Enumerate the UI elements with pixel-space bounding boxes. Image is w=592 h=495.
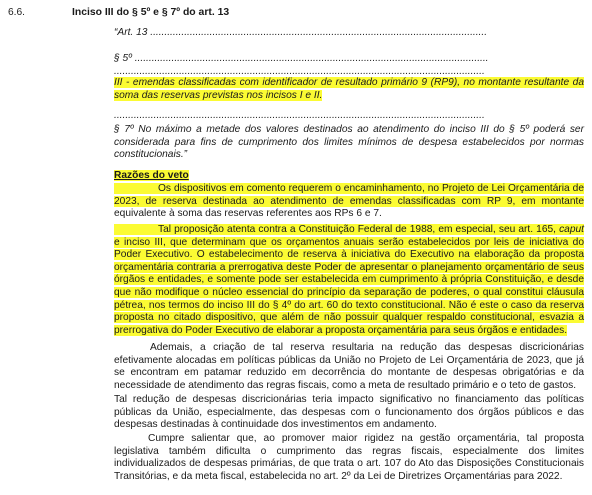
section-title: Inciso III do § 5º e § 7º do art. 13 [72,7,230,18]
quote-inciso-iii [114,77,584,102]
quote-par5-block [114,53,584,78]
reasons-p2-b: e inciso III, que determinam que os orçamentos anuais serão estabelecidos por leis de iniciativa do Poder Executivo. O estabelecimento de reserva à iniciativa do Executivo na elaboração da proposta orçamentária contraria a prerrogativa deste Poder de apresentar o planejamento orçamentário de seus órgãos e entidades, e somente pode ser estabelecida em cumprimento à própria Constituição, e desde que não modifique o núcleo essencial do princípio da separação de poderes, o qual constitui cláusula pétrea, nos termos do inciso III do § 4º do art. 60 do texto constitucional. Não é este o caso da reserva proposta no citado dispositivo, que além de não possuir qualquer respaldo constitucional, esvazia a prerrogativa do Poder Executivo de elaborar a proposta orçamentária para seus órgãos e entidades. [114,236,584,336]
reasons-p3-text: Ademais, a criação de tal reserva resultaria na redução das despesas discricionárias efetivamente alocadas em políticas públicas da União no Projeto de Lei Orçamentária de 2023, que já se encontram em patamar reduzido em decorrência do montante de despesas obrigatórias e da necessidade de atendimento das regras fiscais, como a meta de resultado primário e o teto de gastos. [114,342,584,391]
reasons-heading: Razões do veto [114,170,189,181]
reasons-paragraph-2 [114,224,584,337]
quote-ellipsis-line-2: ................................................................................................................................... [114,110,485,121]
section-number: 6.6. [8,7,25,18]
reasons-paragraph-1 [114,183,584,221]
section-header [8,7,584,20]
reasons-p1-rest: equivalente à soma das reservas referentes aos RPs 6 e 7. [114,208,382,220]
reasons-paragraph-4: Tal redução de despesas discricionárias teria impacto significativo no financiamento das políticas públicas da União, especialmente, das despesas com o funcionamento dos órgãos públicos e das despesas destinadas à continuidade dos investimentos em andamento. [114,394,584,431]
reasons-p1-highlighted: Os dispositivos em comento requerem o encaminhamento, no Projeto de Lei Orçamentária de 2023, de reserva destinada ao atendimento de emendas classificadas com RP 9, em montante [114,183,584,207]
inciso-iii-text: III - emendas classificadas com identificador de resultado primário 9 (RP9), no montante resultante da soma das reservas previstas nos incisos I e II. [114,77,584,101]
quote-ellipsis-line: ................................................................................................................................... [114,65,485,77]
quote-par7: § 7º No máximo a metade dos valores destinados ao atendimento do inciso III do § 5º poderá ser considerada para fins de cumprimento dos limites mínimos de despesa estabelecidos por normas constitucionais.” [114,124,584,161]
reasons-p2-caput: caput [559,224,584,235]
reasons-paragraph-5 [114,433,584,483]
quote-art-13-line: “Art. 13 ....................................................................................................................... [114,27,488,38]
reasons-p2-a: Tal proposição atenta contra a Constituição Federal de 1988, em especial, seu art. 165, [158,224,560,235]
reasons-p5-text: Cumpre salientar que, ao promover maior rigidez na gestão orçamentária, tal proposta legislativa também dificulta o cumprimento das regras fiscais, especialmente dos limites individualizados de despesas primárias, de que trata o art. 107 do Ato das Disposições Constitucionais Transitórias, e da meta fiscal, estabelecida no art. 2º da Lei de Diretrizes Orçamentárias para 2022. [114,433,584,482]
reasons-paragraph-3 [114,342,584,392]
quote-par5-line: § 5º ............................................................................................................................. [114,53,489,64]
